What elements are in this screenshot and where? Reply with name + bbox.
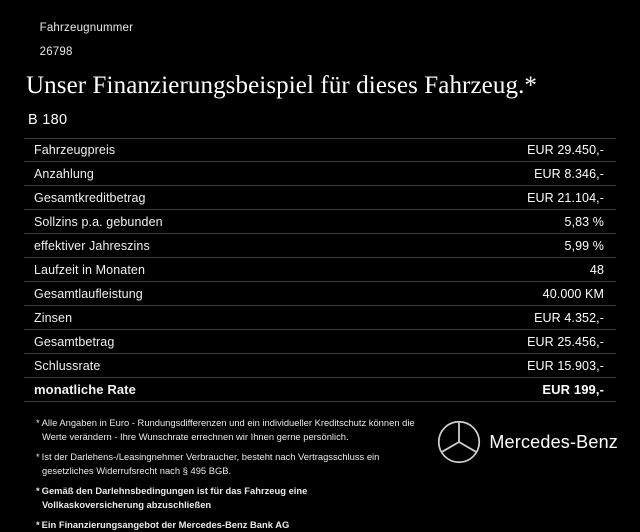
row-label: Gesamtkreditbetrag [34,190,146,205]
row-value: EUR 15.903,- [527,358,604,373]
footnote-line-2: Vollkaskoversicherung abzuschließen [42,498,212,510]
table-row [24,210,616,234]
row-value: 5,99 % [564,238,604,253]
row-value: EUR 25.456,- [527,334,604,349]
footnote-line-2: Werte verändern - Ihre Wunschrate errechnen wir Ihnen gerne persönlich. [42,430,349,442]
row-label: Fahrzeugpreis [34,143,116,157]
row-value: 48 [589,262,604,277]
footnote-line-2: gesetzliches Widerrufsrecht nach § 495 BGB. [42,464,232,476]
footnote-marker: * [36,417,40,428]
row-value: 5,83 % [564,214,604,229]
footnote [36,518,496,532]
row-value: EUR 199,- [542,382,604,397]
footnote [36,484,496,511]
footnote-line-1: Ein Finanzierungsangebot der Mercedes-Benz Bank AG [41,519,290,530]
table-row [24,330,616,354]
table-row [24,282,616,306]
mercedes-star-icon [437,420,481,464]
row-value: EUR 8.346,- [534,166,604,181]
vehicle-number-value: 26798 [39,46,73,58]
footnote-marker: * [36,451,40,462]
row-label: Gesamtbetrag [34,334,115,349]
row-label: Zinsen [34,310,73,325]
table-row-monthly-rate [24,378,616,402]
page-title: Unser Finanzierungsbeispiel für dieses Fahrzeug.* [26,72,538,99]
table-row [24,162,616,186]
footnote-line-1: Ist der Darlehens-/Leasingnehmer Verbraucher, besteht nach Vertragsschluss ein [41,451,380,462]
footnote [36,450,496,477]
table-row [24,354,616,378]
table-row [24,186,616,210]
row-value: EUR 4.352,- [534,310,604,325]
row-label: Laufzeit in Monaten [34,262,146,277]
row-label: Sollzins p.a. gebunden [34,214,163,229]
vehicle-number [26,10,620,70]
brand-lockup [437,420,618,464]
footnote [36,416,496,443]
row-label: Gesamtlaufleistung [34,286,143,301]
table-row [24,306,616,330]
row-value: 40.000 KM [542,286,604,301]
row-label: Schlussrate [34,358,101,373]
footnote-line-1: Alle Angaben in Euro - Rundungsdifferenzen und ein individueller Kreditschutz können die [41,417,415,428]
footnote-line-1: Gemäß den Darlehnsbedingungen ist für das Fahrzeug eine [41,485,308,496]
footnote-marker: * [36,485,40,496]
footnote-marker: * [36,519,40,530]
table-row [24,258,616,282]
brand-name: Mercedes-Benz [489,431,618,452]
table-row [24,138,616,162]
vehicle-number-label: Fahrzeugnummer [39,22,134,34]
row-label: Anzahlung [34,166,94,181]
row-value: EUR 29.450,- [527,143,604,157]
financing-table [24,138,616,402]
row-label: effektiver Jahreszins [34,238,150,253]
row-label: monatliche Rate [34,382,136,397]
vehicle-model: B 180 [28,112,68,128]
row-value: EUR 21.104,- [527,190,604,205]
table-row [24,234,616,258]
